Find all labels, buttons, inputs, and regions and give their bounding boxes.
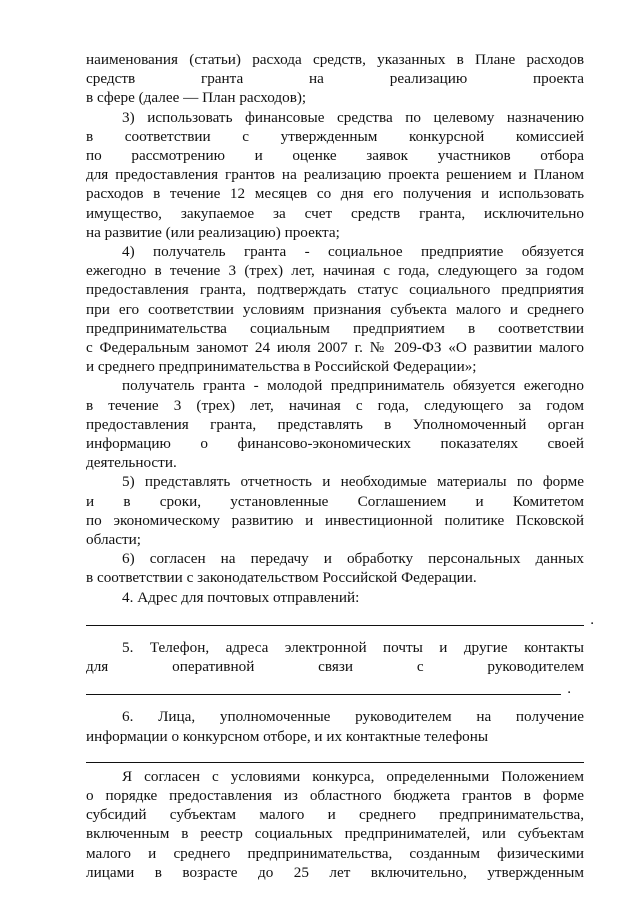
text-line: в соответствии с утвержденным конкурсной комиссией [86,127,584,145]
text-line: на развитие (или реализацию) проекта; [86,223,340,241]
text-line: в соответствии с законодательством Российской Федерации. [86,569,477,587]
text-line: Я согласен с условиями конкурса, определенными Положением [122,767,584,785]
text-line: информации о конкурсном отборе, и их контактные телефоны [86,727,489,745]
address-blank-line [86,609,594,628]
text-line: для оперативной связи с руководителем [86,658,584,676]
dot: . [567,680,571,698]
text-line: деятельности. [86,454,177,472]
text-line: 5) представлять отчетность и необходимые материалы по форме [122,473,584,491]
section-heading: 4. Адрес для почтовых отправлений: [122,588,360,606]
dot: . [590,610,594,628]
text-line: предоставления гранта, представлять в Уполномоченный орган [86,415,584,433]
text-line: в течение 3 (трех) лет, начиная с года, следующего за годом [86,396,584,414]
text-line: расходов в течение 12 месяцев со дня его получения и использовать [86,185,584,203]
text-line: 6) согласен на передачу и обработку персональных данных [122,550,584,568]
text-line: предпринимательства социальным предприятием в соответствии [86,319,584,337]
text-line: 3) использовать финансовые средства по целевому назначению [122,108,584,126]
contacts-blank-line [86,678,571,698]
text-line: для предоставления грантов на реализацию проекта решением и Планом [86,166,584,184]
text-line: информацию о финансово-экономических показателях своей [86,435,584,453]
text-line: 4) получатель гранта - социальное предприятие обязуется [122,243,584,261]
persons-blank-line [86,762,584,763]
text-line: малого и среднего предпринимательства, созданным физическими [86,844,584,862]
text-line: лицами в возрасте до 25 лет включительно, утвержденным [86,863,584,881]
document-body [86,50,594,882]
text-line: получатель гранта - молодой предприниматель обязуется ежегодно [122,377,584,395]
text-line: при его соответствии условиям признания субъекта малого и среднего [86,300,584,318]
text-line: ежегодно в течение 3 (трех) лет, начиная с года, следующего за годом [86,262,584,280]
text-line: включенным в реестр социальных предпринимателей, или субъектам [86,825,584,843]
text-line: наименования (статьи) расхода средств, указанных в Плане расходов [86,51,584,68]
text-line: с Федеральным заномот 24 июля 2007 г. № 209-ФЗ «О развитии малого [86,339,584,357]
text-line: в сфере (далее — План расходов); [86,89,307,107]
text-line: средств гранта на реализацию проекта [86,70,584,88]
text-line: по экономическому развитию и инвестиционной политике Псковской [86,511,584,529]
text-line: области; [86,531,141,549]
text-line: и среднего предпринимательства в Российской Федерации»; [86,358,477,376]
text-line: предоставления гранта, подтверждать статус социального предприятия [86,281,584,299]
text-line: 5. Телефон, адреса электронной почты и другие контакты [122,638,584,656]
text-line: субсидий субъектам малого и среднего предпринимательства, [86,806,584,824]
text-line: имущество, закупаемое за счет средств гранта, исключительно [86,204,584,222]
text-line: и в сроки, установленные Соглашением и Комитетом [86,492,584,510]
text-line: о порядке предоставления из областного бюджета грантов в форме [86,786,584,804]
text-line: по рассмотрению и оценке заявок участников отбора [86,147,584,165]
text-line: 6. Лица, уполномоченные руководителем на получение [122,708,584,726]
